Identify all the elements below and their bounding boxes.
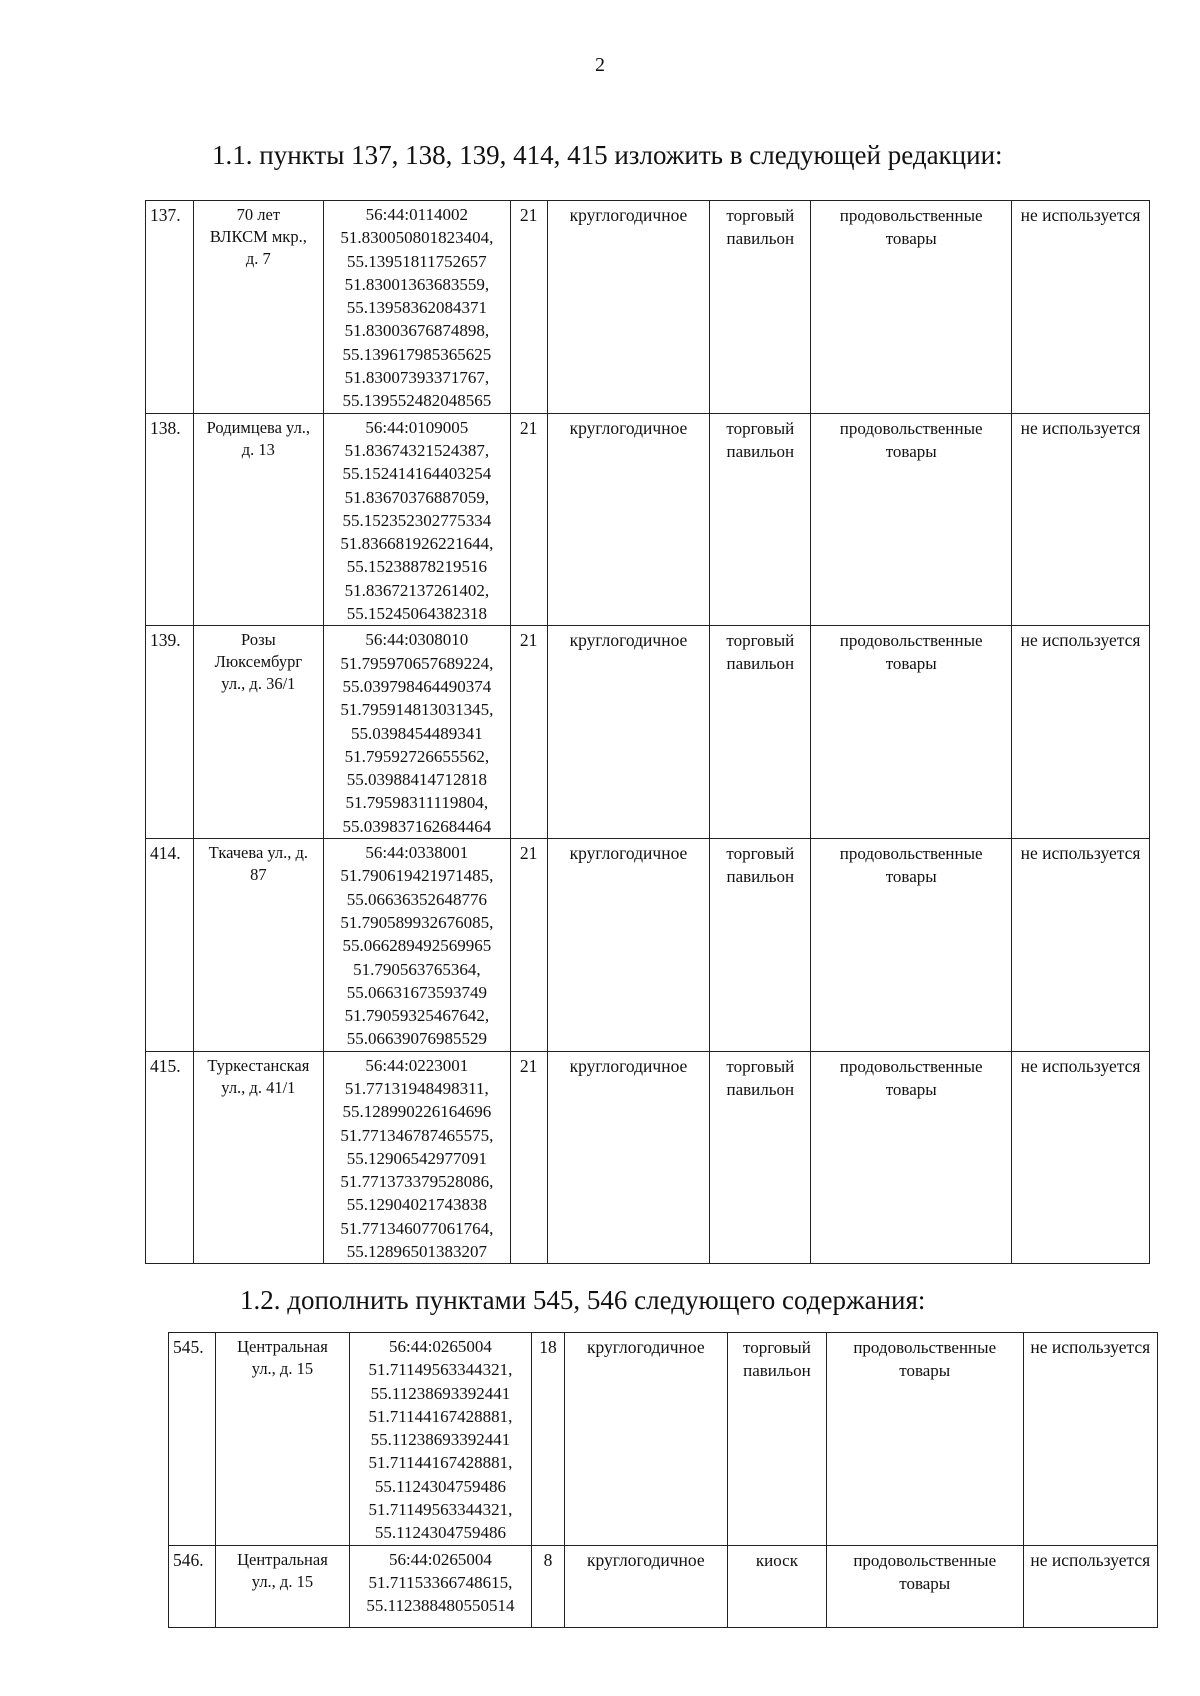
goods-cell: продовольственные товары — [826, 1333, 1023, 1546]
area-cell: 21 — [510, 201, 547, 414]
object-type-cell: торговый павильон — [710, 839, 811, 1052]
address-cell: Центральная ул., д. 15 — [216, 1333, 349, 1546]
cadastral-coordinates-cell: 56:44:0265004 51.71149563344321, 55.11238693392441 51.71144167428881, 55.11238693392441 51.71144167428881, 55.1124304759486 51.71149563344321, 55.1124304759486 — [349, 1333, 532, 1546]
object-type-cell: киоск — [727, 1545, 826, 1627]
period-cell: круглогодичное — [547, 1051, 710, 1264]
address-cell: Ткачева ул., д. 87 — [193, 839, 323, 1052]
period-cell: круглогодичное — [547, 839, 710, 1052]
section-2-table — [168, 1332, 1158, 1628]
goods-cell: продовольственные товары — [811, 1051, 1012, 1264]
cadastral-coordinates-cell: 56:44:0265004 51.71153366748615, 55.112388480550514 — [349, 1545, 532, 1627]
section-2-heading: 1.2. дополнить пунктами 545, 546 следующего содержания: — [240, 1285, 926, 1315]
usage-status-cell: не используется — [1012, 1051, 1150, 1264]
period-cell: круглогодичное — [564, 1545, 727, 1627]
table-row — [146, 626, 1150, 839]
item-number: 414. — [146, 839, 194, 1052]
address-cell: 70 лет ВЛКСМ мкр., д. 7 — [193, 201, 323, 414]
item-number: 137. — [146, 201, 194, 414]
cadastral-coordinates-cell: 56:44:0338001 51.790619421971485, 55.06636352648776 51.790589932676085, 55.066289492569965 51.790563765364, 55.06631673593749 51.79059325467642, 55.06639076985529 — [323, 839, 510, 1052]
period-cell: круглогодичное — [547, 201, 710, 414]
section-1-table — [145, 200, 1150, 1264]
usage-status-cell: не используется — [1012, 626, 1150, 839]
table-row — [169, 1545, 1158, 1627]
usage-status-cell: не используется — [1012, 413, 1150, 626]
table-row — [146, 839, 1150, 1052]
item-number: 545. — [169, 1333, 216, 1546]
goods-cell: продовольственные товары — [811, 201, 1012, 414]
area-cell: 21 — [510, 1051, 547, 1264]
usage-status-cell: не используется — [1023, 1545, 1157, 1627]
period-cell: круглогодичное — [564, 1333, 727, 1546]
table-row — [169, 1333, 1158, 1546]
usage-status-cell: не используется — [1012, 201, 1150, 414]
address-cell: Туркестанская ул., д. 41/1 — [193, 1051, 323, 1264]
period-cell: круглогодичное — [547, 626, 710, 839]
item-number: 415. — [146, 1051, 194, 1264]
object-type-cell: торговый павильон — [710, 413, 811, 626]
cadastral-coordinates-cell: 56:44:0109005 51.83674321524387, 55.152414164403254 51.83670376887059, 55.152352302775334 51.836681926221644, 55.15238878219516 51.83672137261402, 55.15245064382318 — [323, 413, 510, 626]
area-cell: 21 — [510, 626, 547, 839]
goods-cell: продовольственные товары — [811, 839, 1012, 1052]
object-type-cell: торговый павильон — [710, 201, 811, 414]
cadastral-coordinates-cell: 56:44:0308010 51.795970657689224, 55.039798464490374 51.795914813031345, 55.0398454489341 51.79592726655562, 55.03988414712818 51.79598311119804, 55.039837162684464 — [323, 626, 510, 839]
object-type-cell: торговый павильон — [727, 1333, 826, 1546]
object-type-cell: торговый павильон — [710, 626, 811, 839]
cadastral-coordinates-cell: 56:44:0114002 51.830050801823404, 55.13951811752657 51.83001363683559, 55.13958362084371 51.83003676874898, 55.139617985365625 51.83007393371767, 55.139552482048565 — [323, 201, 510, 414]
area-cell: 8 — [532, 1545, 564, 1627]
area-cell: 21 — [510, 839, 547, 1052]
page-number: 2 — [595, 54, 605, 76]
cadastral-coordinates-cell: 56:44:0223001 51.77131948498311, 55.128990226164696 51.771346787465575, 55.12906542977091 51.771373379528086, 55.12904021743838 51.771346077061764, 55.12896501383207 — [323, 1051, 510, 1264]
goods-cell: продовольственные товары — [811, 413, 1012, 626]
area-cell: 21 — [510, 413, 547, 626]
object-type-cell: торговый павильон — [710, 1051, 811, 1264]
period-cell: круглогодичное — [547, 413, 710, 626]
table-row — [146, 201, 1150, 414]
area-cell: 18 — [532, 1333, 564, 1546]
item-number: 138. — [146, 413, 194, 626]
item-number: 139. — [146, 626, 194, 839]
usage-status-cell: не используется — [1012, 839, 1150, 1052]
usage-status-cell: не используется — [1023, 1333, 1157, 1546]
table-row — [146, 1051, 1150, 1264]
goods-cell: продовольственные товары — [826, 1545, 1023, 1627]
section-1-heading: 1.1. пункты 137, 138, 139, 414, 415 изложить в следующей редакции: — [212, 140, 1003, 170]
item-number: 546. — [169, 1545, 216, 1627]
table-row — [146, 413, 1150, 626]
address-cell: Центральная ул., д. 15 — [216, 1545, 349, 1627]
address-cell: Родимцева ул., д. 13 — [193, 413, 323, 626]
goods-cell: продовольственные товары — [811, 626, 1012, 839]
address-cell: Розы Люксембург ул., д. 36/1 — [193, 626, 323, 839]
